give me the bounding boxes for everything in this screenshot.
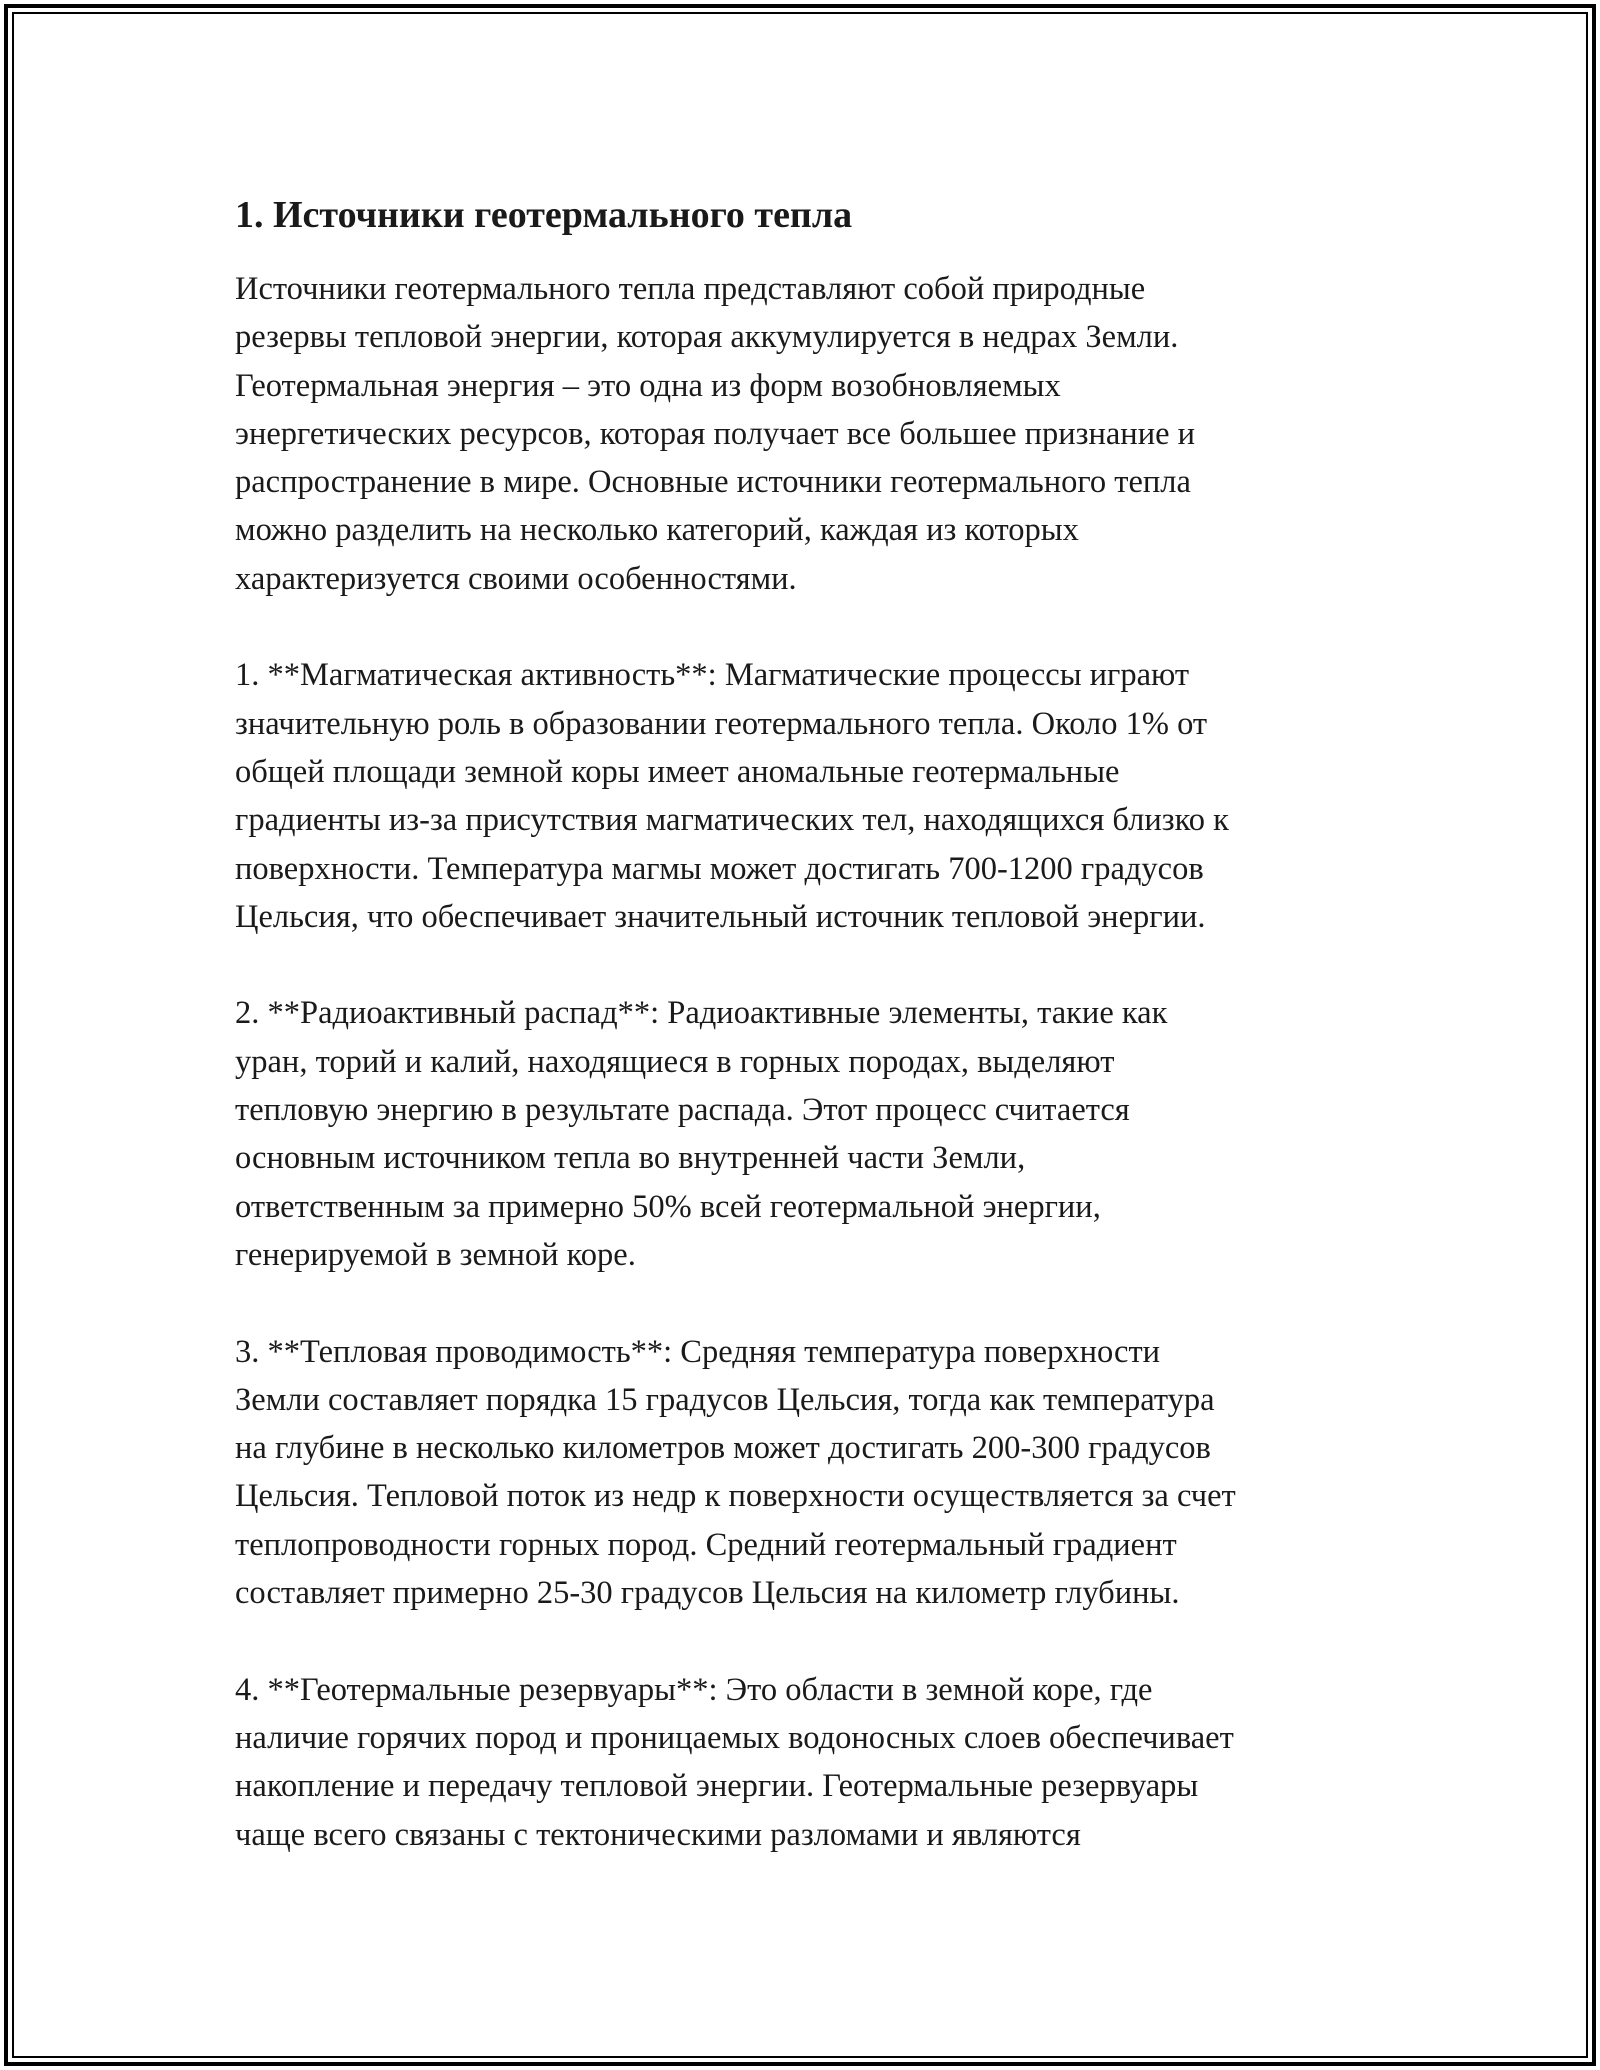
document-body [235,187,1385,1859]
text-line: уран, торий и калий, находящиеся в горных породах, выделяют [235,1043,1115,1080]
text-line: общей площади земной коры имеет аномальные геотермальные [235,753,1120,790]
text-line: характеризуется своими особенностями. [235,560,797,597]
text-line: составляет примерно 25-30 градусов Цельсия на километр глубины. [235,1575,1180,1612]
paragraph [235,1328,1385,1618]
text-line: генерируемой в земной коре. [235,1236,636,1273]
text-line: тепловую энергию в результате распада. Этот процесс считается [235,1092,1130,1129]
text-line: ответственным за примерно 50% всей геотермальной энергии, [235,1188,1101,1225]
text-line: можно разделить на несколько категорий, каждая из которых [235,512,1079,549]
text-line: Цельсия. Тепловой поток из недр к поверхности осуществляется за счет [235,1478,1236,1515]
text-line: 2. **Радиоактивный распад**: Радиоактивные элементы, такие как [235,995,1168,1032]
text-line: энергетических ресурсов, которая получает все большее признание и [235,415,1196,452]
text-line: 3. **Тепловая проводимость**: Средняя температура поверхности [235,1333,1161,1370]
paragraph [235,989,1385,1279]
text-line: 1. **Магматическая активность**: Магматические процессы играют [235,657,1190,694]
text-line: Геотермальная энергия – это одна из форм возобновляемых [235,367,1061,404]
text-line: чаще всего связаны с тектоническими разломами и являются [235,1816,1081,1853]
paragraph-list [235,265,1385,1859]
text-line: накопление и передачу тепловой энергии. Геотермальные резервуары [235,1768,1199,1805]
text-line: Источники геотермального тепла представляют собой природные [235,271,1146,307]
text-line: значительную роль в образовании геотермального тепла. Около 1% от [235,705,1208,742]
section-heading: 1. Источники геотермального тепла [235,194,853,236]
paragraph [235,651,1385,941]
text-line: основным источником тепла во внутренней части Земли, [235,1140,1026,1177]
text-line: наличие горячих пород и проницаемых водоносных слоев обеспечивает [235,1719,1234,1756]
paragraph [235,265,1385,603]
text-line: поверхности. Температура магмы может достигать 700-1200 градусов [235,850,1204,887]
text-line: теплопроводности горных пород. Средний геотермальный градиент [235,1526,1177,1563]
text-line: Земли составляет порядка 15 градусов Цельсия, тогда как температура [235,1381,1215,1418]
text-line: Цельсия, что обеспечивает значительный источник тепловой энергии. [235,898,1206,935]
text-line: распространение в мире. Основные источники геотермального тепла [235,464,1191,501]
text-line: на глубине в несколько километров может достигать 200-300 градусов [235,1430,1211,1467]
paragraph [235,1666,1385,1859]
text-line: резервы тепловой энергии, которая аккумулируется в недрах Земли. [235,319,1179,356]
text-line: 4. **Геотермальные резервуары**: Это области в земной коре, где [235,1671,1153,1708]
text-line: градиенты из-за присутствия магматических тел, находящихся близко к [235,802,1229,839]
